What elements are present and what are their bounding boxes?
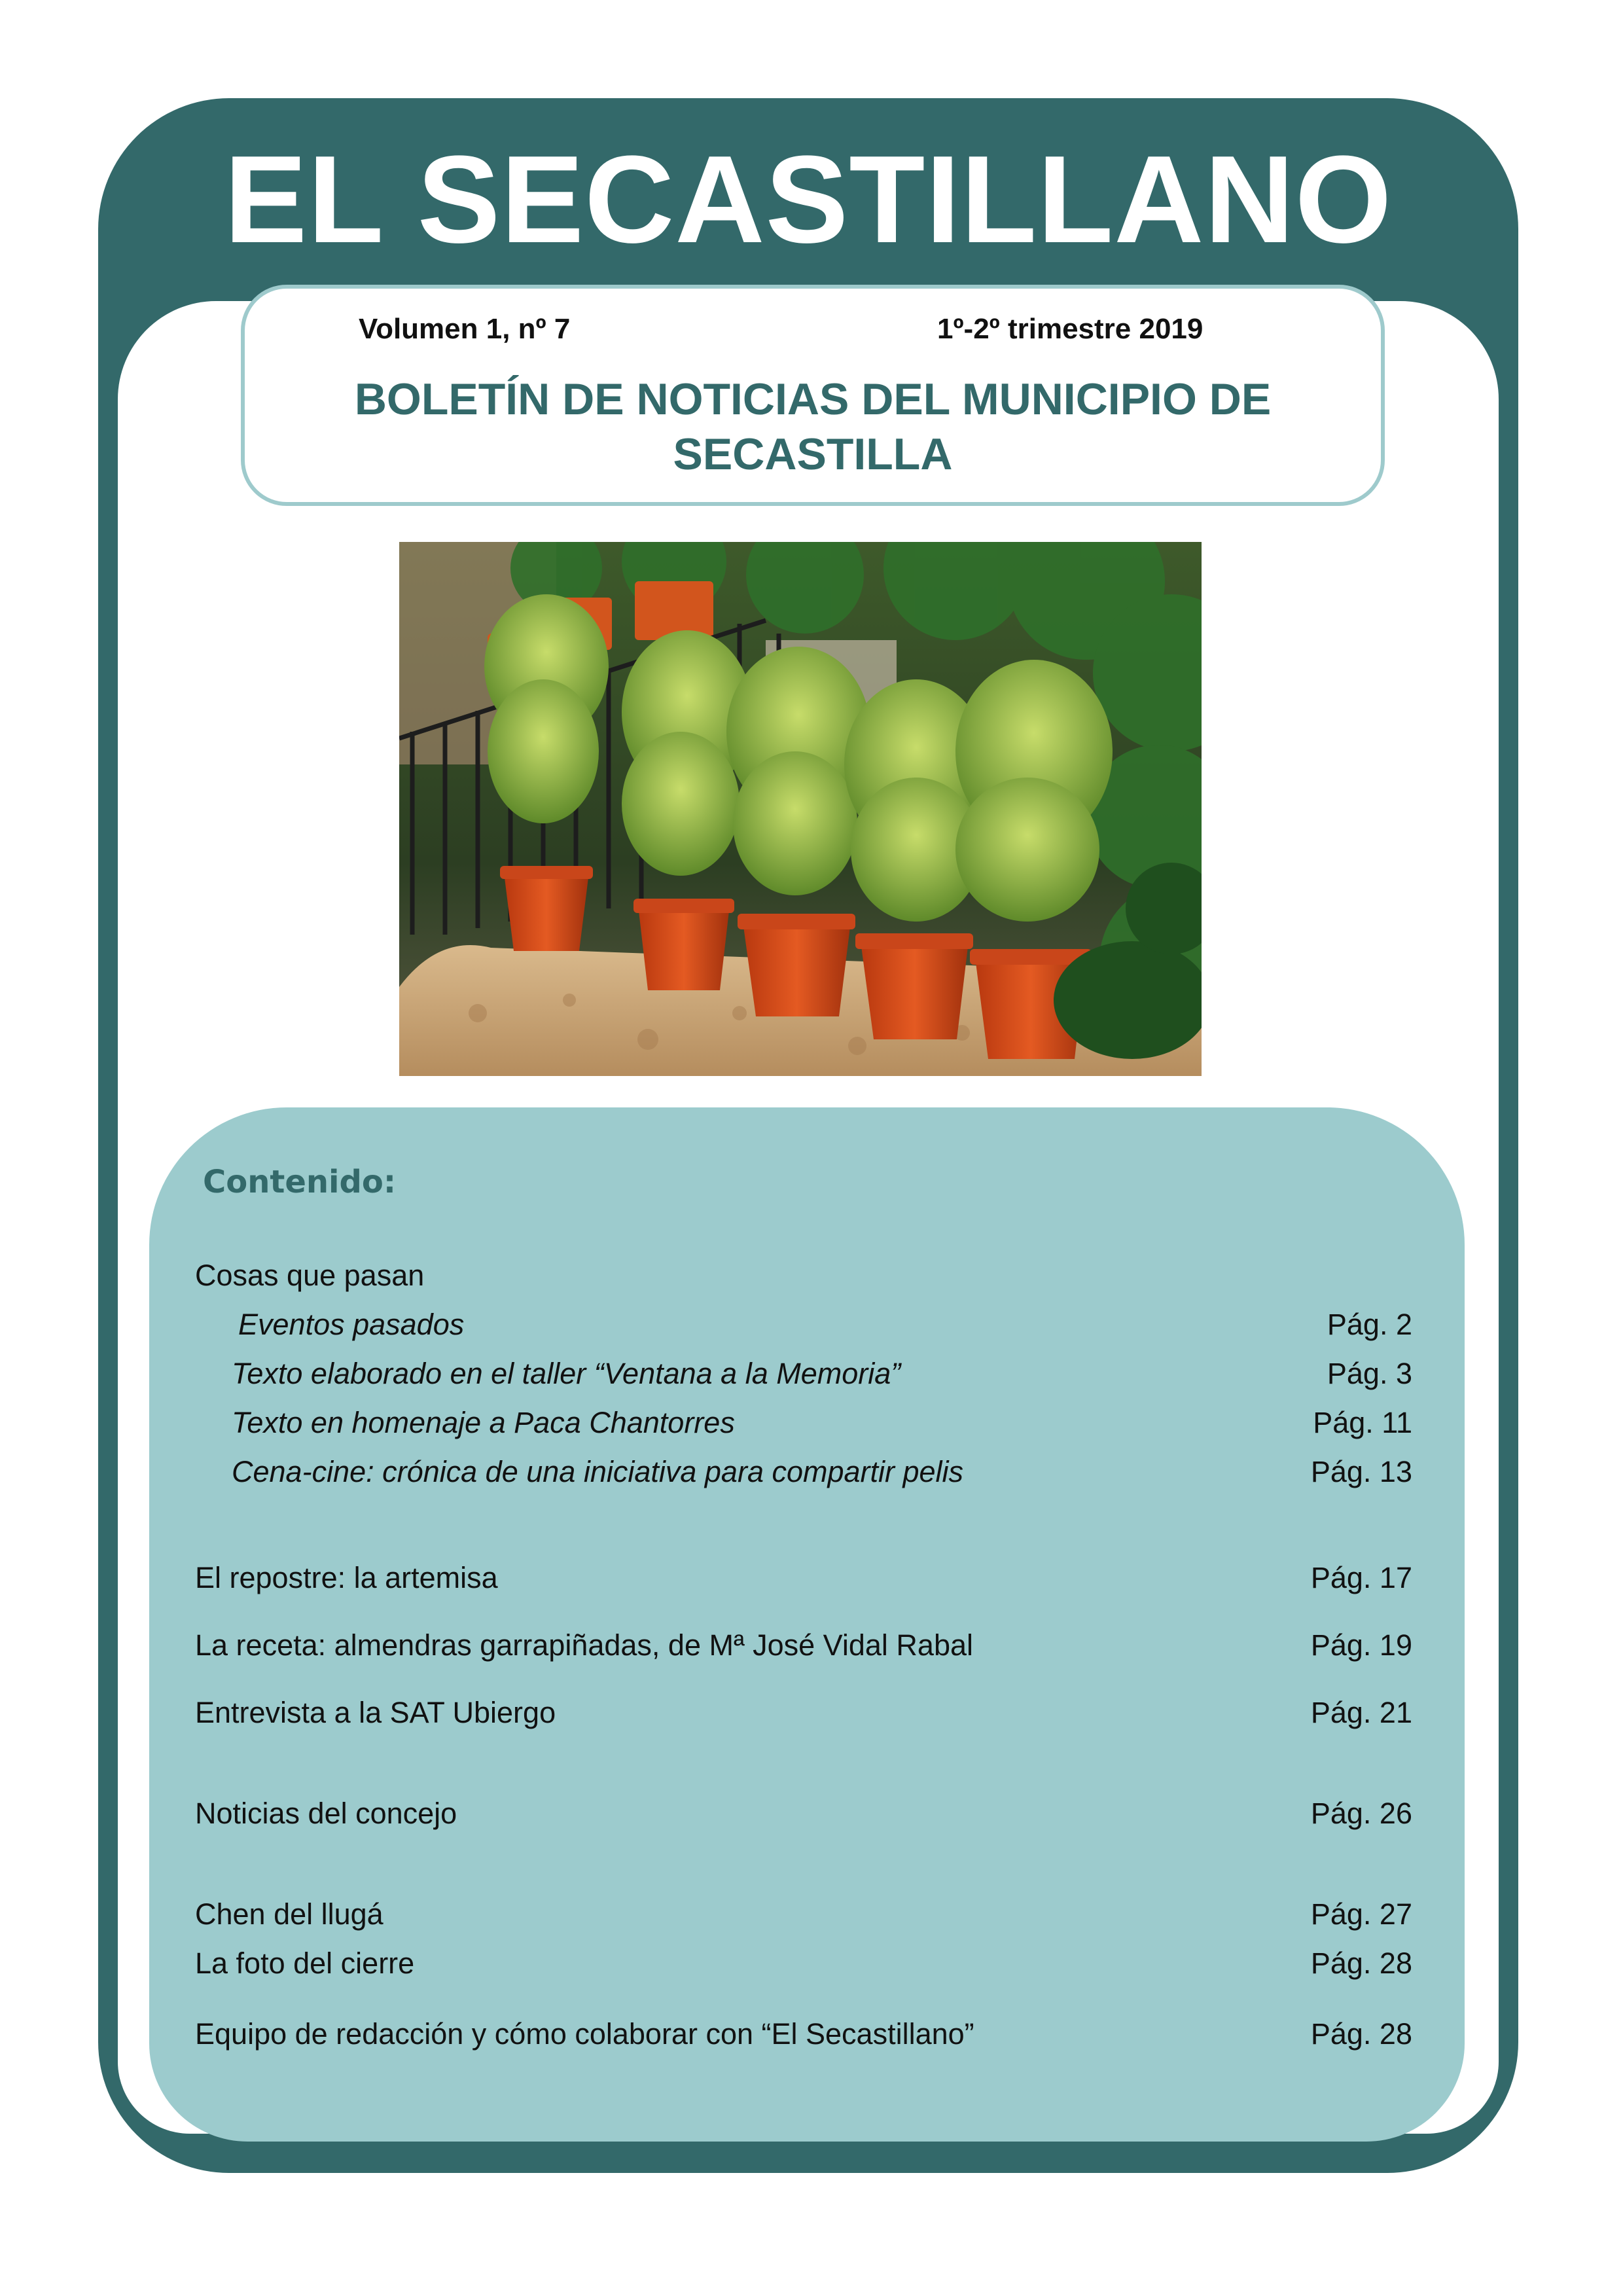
toc-entry[interactable] — [195, 1894, 1412, 1935]
toc-entry-page: Pág. 28 — [1310, 2017, 1412, 2051]
toc-entry-label: La foto del cierre — [195, 1946, 415, 1980]
subtitle-line-2: SECASTILLA — [673, 429, 953, 479]
potted-plants-photo — [399, 542, 1202, 1076]
toc-entry[interactable] — [195, 1625, 1412, 1666]
toc-entry-label: Entrevista a la SAT Ubiergo — [195, 1696, 556, 1729]
toc-entry-page: Pág. 21 — [1310, 1696, 1412, 1729]
toc-entry-page: Pág. 28 — [1310, 1946, 1412, 1980]
toc-entry-label: Noticias del concejo — [195, 1797, 457, 1830]
toc-entry-page: Pág. 27 — [1310, 1897, 1412, 1931]
toc-entry[interactable] — [195, 1403, 1412, 1443]
toc-entry-label: Eventos pasados — [238, 1308, 465, 1341]
toc-entry-label: Cena-cine: crónica de una iniciativa para compartir pelis — [232, 1455, 964, 1488]
toc-entry[interactable] — [195, 1943, 1412, 1984]
toc-entry[interactable] — [195, 1452, 1412, 1492]
toc-entry-label: El repostre: la artemisa — [195, 1561, 498, 1594]
toc-entry-label: Chen del llugá — [195, 1897, 383, 1931]
toc-entry-label: La receta: almendras garrapiñadas, de Mª José Vidal Rabal — [195, 1628, 974, 1662]
toc-entry[interactable] — [195, 1793, 1412, 1834]
toc-entry-page: Pág. 26 — [1310, 1797, 1412, 1830]
toc-section-label: Cosas que pasan — [195, 1259, 425, 1292]
toc-entry-page: Pág. 2 — [1327, 1308, 1412, 1341]
toc-entry[interactable] — [195, 1354, 1412, 1394]
newsletter-title: EL SECASTILLANO — [224, 130, 1393, 269]
toc-entry[interactable] — [195, 1558, 1412, 1598]
toc-entry-label: Equipo de redacción y cómo colaborar con “El Secastillano” — [195, 2017, 974, 2051]
toc-entry-label: Texto en homenaje a Paca Chantorres — [232, 1406, 735, 1439]
toc-entry-page: Pág. 11 — [1313, 1406, 1412, 1439]
toc-entry[interactable] — [195, 1304, 1412, 1345]
toc-entry-page: Pág. 17 — [1310, 1561, 1412, 1594]
issue-volume: Volumen 1, nº 7 — [359, 313, 571, 345]
toc-entry-page: Pág. 19 — [1310, 1628, 1412, 1662]
toc-entry[interactable] — [195, 2014, 1412, 2054]
newsletter-subtitle — [241, 372, 1385, 482]
toc-entry[interactable] — [195, 1693, 1412, 1733]
toc-entry-page: Pág. 3 — [1327, 1357, 1412, 1390]
toc-entry-label: Texto elaborado en el taller “Ventana a la Memoria” — [232, 1357, 901, 1390]
contents-heading: Contenido: — [203, 1164, 397, 1200]
toc-section-header — [195, 1255, 1412, 1296]
toc-entry-page: Pág. 13 — [1310, 1455, 1412, 1488]
subtitle-line-1: BOLETÍN DE NOTICIAS DEL MUNICIPIO DE — [354, 374, 1272, 424]
issue-period: 1º-2º trimestre 2019 — [937, 313, 1204, 345]
